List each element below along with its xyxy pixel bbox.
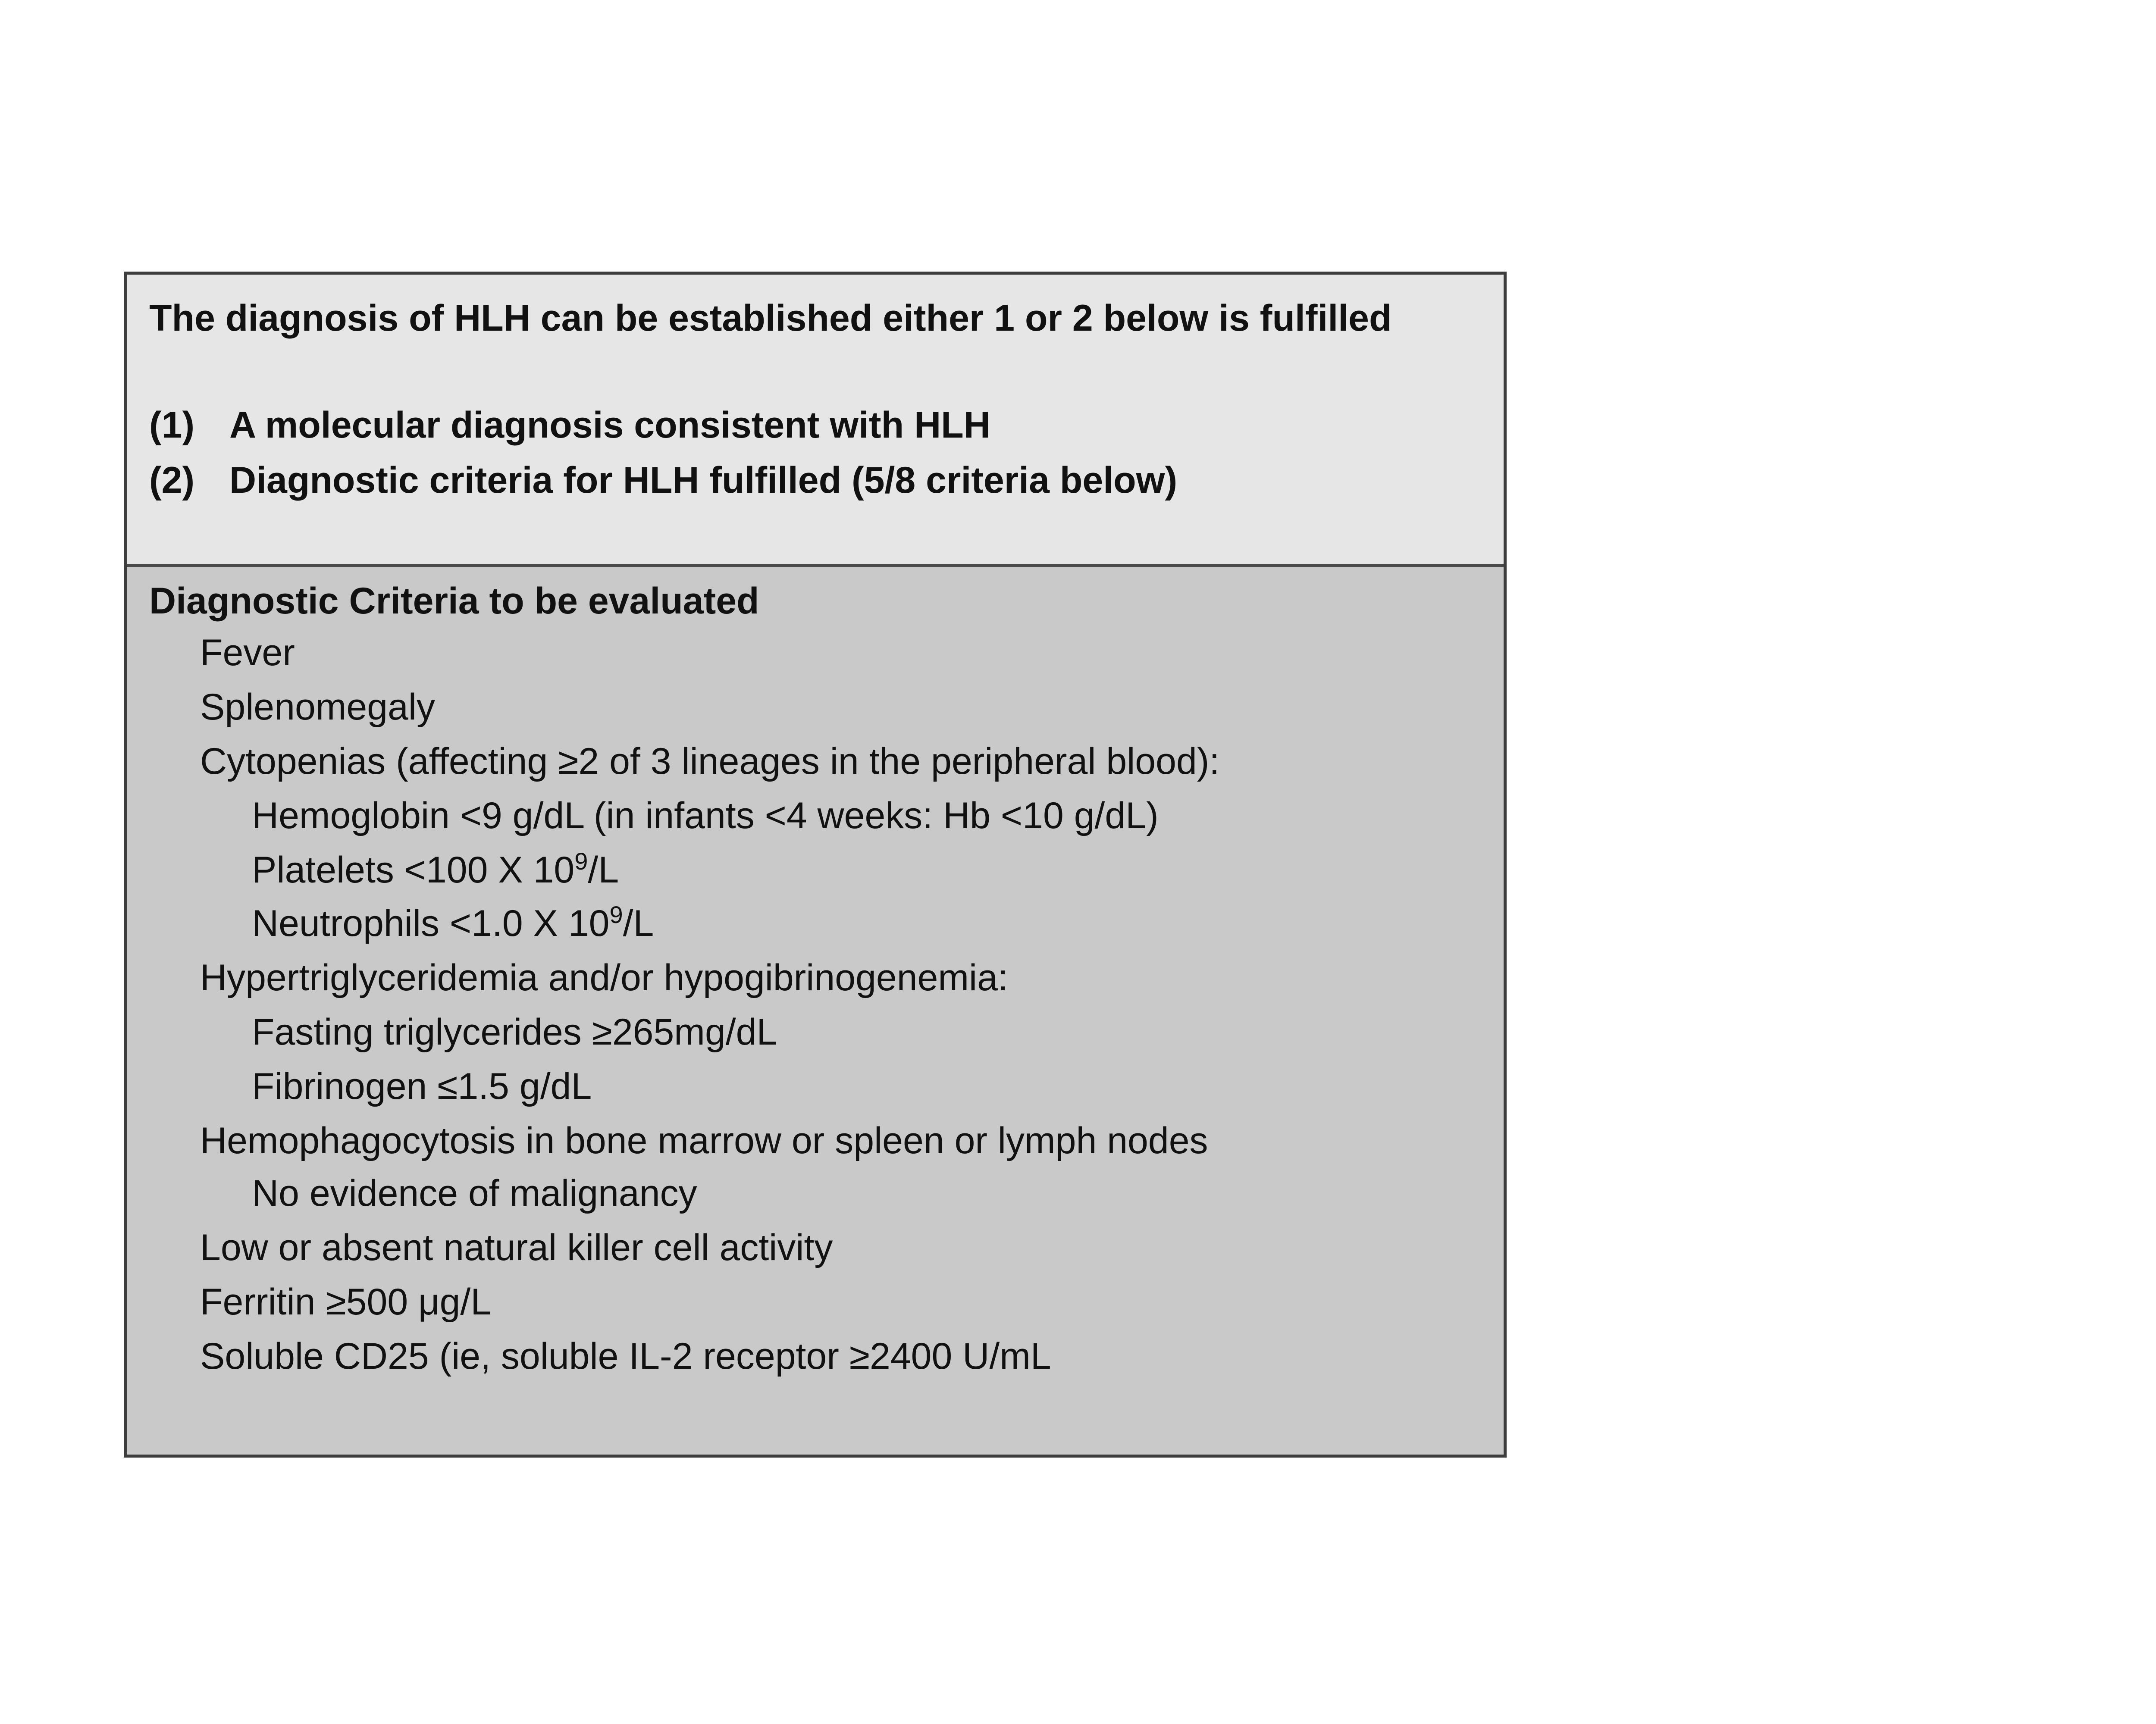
option-text: Diagnostic criteria for HLH fulfilled (5/8 criteria below) (229, 460, 1178, 501)
platelets-text: Platelets <100 X 10 (252, 849, 575, 891)
option-text: A molecular diagnosis consistent with HLH (229, 404, 990, 446)
criterion-splenomegaly: Splenomegaly (200, 686, 436, 728)
criterion-hypertriglyceridemia: Hypertriglyceridemia and/or hypogibrinogenemia: (200, 957, 1008, 998)
platelets-unit: /L (588, 849, 619, 891)
diagnosis-headline: The diagnosis of HLH can be established either 1 or 2 below is fulfilled (149, 297, 1392, 339)
criterion-fever: Fever (200, 632, 295, 673)
neutrophils-unit: /L (623, 903, 654, 944)
option-number: (1) (149, 404, 195, 446)
criteria-table (124, 272, 1507, 1458)
criteria-title: Diagnostic Criteria to be evaluated (149, 580, 759, 622)
neutrophils-text: Neutrophils <1.0 X 10 (252, 903, 610, 944)
criterion-fibrinogen: Fibrinogen ≤1.5 g/dL (252, 1066, 592, 1107)
criterion-soluble-cd25: Soluble CD25 (ie, soluble IL-2 receptor ≥2400 U/mL (200, 1336, 1051, 1377)
criterion-ferritin: Ferritin ≥500 μg/L (200, 1281, 492, 1323)
criterion-no-malignancy: No evidence of malignancy (252, 1173, 697, 1214)
option-number: (2) (149, 460, 195, 501)
criterion-hemophagocytosis: Hemophagocytosis in bone marrow or spleen or lymph nodes (200, 1120, 1208, 1161)
criterion-cytopenias: Cytopenias (affecting ≥2 of 3 lineages in the peripheral blood): (200, 741, 1220, 782)
option-diagnostic-criteria (149, 459, 1177, 502)
option-molecular-diagnosis (149, 404, 990, 447)
criterion-platelets (252, 849, 619, 892)
neutrophils-exponent: 9 (609, 901, 623, 928)
criterion-neutrophils (252, 902, 654, 945)
criterion-hemoglobin: Hemoglobin <9 g/dL (in infants <4 weeks: Hb <10 g/dL) (252, 795, 1159, 836)
criterion-nk-activity: Low or absent natural killer cell activity (200, 1227, 833, 1268)
platelets-exponent: 9 (574, 848, 588, 875)
criterion-fasting-triglycerides: Fasting triglycerides ≥265mg/dL (252, 1011, 777, 1053)
diagnosis-header-section (127, 275, 1504, 567)
